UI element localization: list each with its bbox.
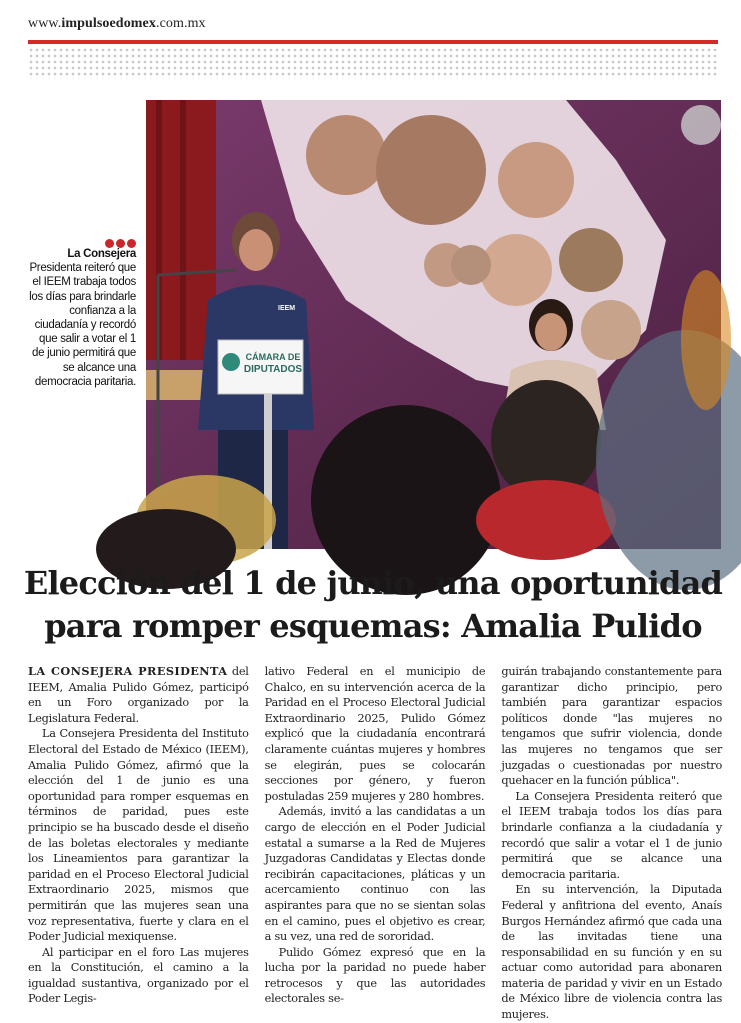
- site-url-prefix: www.: [28, 16, 62, 31]
- article-photo: [146, 100, 721, 549]
- vest-logo: IEEM: [278, 305, 296, 312]
- article-column-3: [501, 664, 723, 1022]
- article-paragraph: En su intervención, la Diputada Federal y anfitriona del evento, Anaís Burgos Hernández afirmó que cada una de las invitadas tiene una responsabilidad en su función y en su actuar como autoridad para abonaren materia de paridad y vivir en un Estado de México libre de violencia contra las mujeres.: [501, 883, 723, 1022]
- site-url-suffix: .com.mx: [155, 16, 206, 31]
- podium-sign-line1: CÁMARA DE: [245, 352, 301, 362]
- event-photo-illustration: [146, 100, 721, 549]
- article-body: [28, 664, 723, 1022]
- dotted-pattern-band: [28, 47, 718, 79]
- article-paragraph: guirán trabajando constantemente para garantizar dicho principio, pero también para garantizar espacios políticos donde "las mujeres no tengamos que sufrir violencia, donde las mujeres no tengamos que ser juzgadas o cuestionadas por nuestro quehacer en la función pública".: [501, 665, 723, 788]
- article-paragraph: La Consejera Presidenta reiteró que el IEEM trabaja todos los días para brindarle confianza a la ciudadanía y recordó que salir a votar el 1 de junio permitirá que se alcance una democracia paritaria.: [501, 789, 723, 881]
- caption-dots-icon: [28, 233, 136, 243]
- masthead: [28, 13, 718, 35]
- podium-sign-line2: DIPUTADOS: [243, 364, 303, 375]
- article-paragraph: LA CONSEJERA PRESIDENTA del IEEM, Amalia Pulido Gómez, participó en un Foro organizado por la Legislatura Federal.: [28, 664, 249, 725]
- article-headline: Elección del 1 de junio, una oportunidad para romper esquemas: Amalia Pulido: [23, 564, 723, 645]
- site-url-name: impulsoedomex: [61, 16, 156, 31]
- article-paragraph: La Consejera Presidenta del Instituto Electoral del Estado de México (IEEM), Amalia Pulido Gómez, afirmó que la elección del 1 de junio es una oportunidad para romper esquemas en términos de paridad, pues este principio se ha buscado desde el diseño de las boletas electorales y mediante los Lineamientos para garantizar la paridad en el Proceso Electoral Judicial Extraordinario 2025, mismos que permitirán que las mujeres sean una voz representativa, fuerte y clara en el Poder Judicial mexiquense.: [28, 727, 249, 944]
- caption-lead: La Consejera: [67, 248, 136, 260]
- article-paragraph: Además, invitó a las candidatas a un cargo de elección en el Poder Judicial estatal a sumarse a la Red de Mujeres Juzgadoras Candidatas y Electas donde recibirán capacitaciones, pláticas y un acercamiento continuo con las aspirantes para que no se sientan solas en el camino, pues el objetivo es crear, a su vez, una red de sororidad.: [264, 805, 486, 944]
- article-lead: LA CONSEJERA PRESIDENTA: [28, 664, 228, 678]
- site-url[interactable]: [28, 16, 206, 32]
- caption-body: Presidenta reiteró que el IEEM trabaja todos los días para brindarle confianza a la ciudadanía y recordó que salir a votar el 1 de junio permitirá que se alcance una democracia paritaria.: [29, 262, 136, 388]
- article-paragraph: lativo Federal en el municipio de Chalco, en su intervención acerca de la Paridad en el Proceso Electoral Judicial Extraordinario 2025, Pulido Gómez explicó que la ciudadanía encontrará claramente cuántas mujeres y hombres se elegirán, pues se colocarán secciones por género, y fueron postuladas 259 mujeres y 280 hombres.: [264, 665, 486, 803]
- header-rule: [28, 40, 718, 44]
- article-column-1: [28, 664, 249, 1006]
- article-column-2: [264, 664, 486, 1006]
- article-paragraph: Pulido Gómez expresó que en la lucha por la paridad no puede haber retrocesos y que las autoridades electorales se-: [264, 945, 486, 1006]
- article-paragraph: Al participar en el foro Las mujeres en la Constitución, el camino a la igualdad sustantiva, organizado por el Poder Legis-: [28, 945, 249, 1006]
- caption-text: [28, 247, 136, 389]
- photo-caption: [28, 233, 136, 389]
